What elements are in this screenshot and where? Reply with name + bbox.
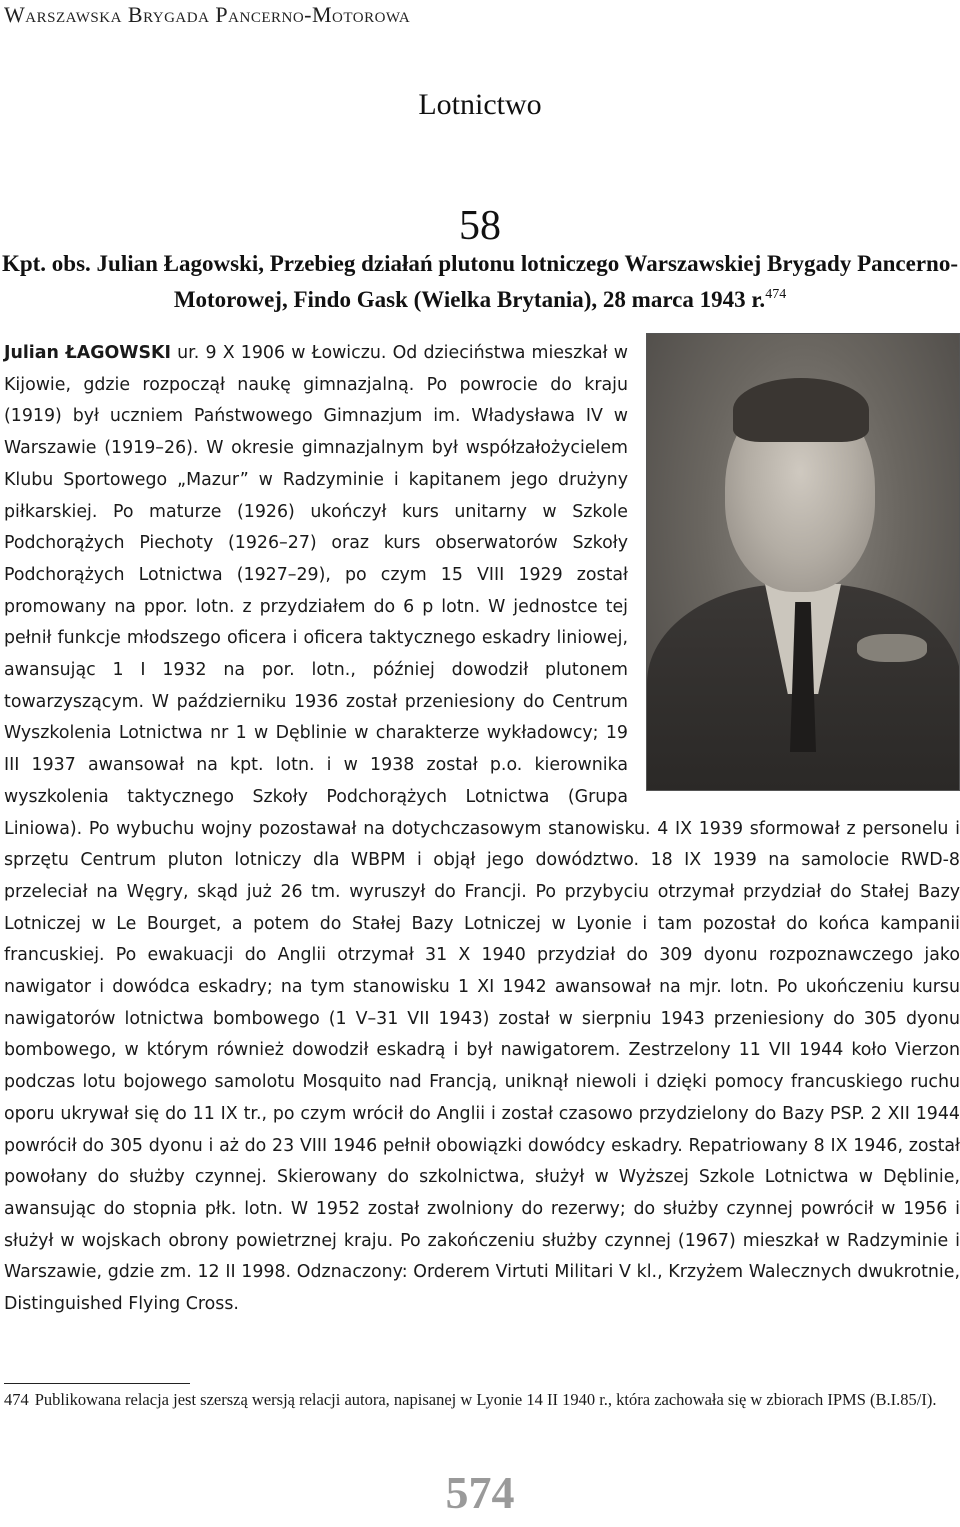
footnote-reference[interactable]: 474 [765,287,787,302]
photo-pilot-badge [857,634,927,662]
footnote-text: Publikowana relacja jest szerszą wersją relacji autora, napisanej w Lyonie 14 II 1940 r., która zachowała się w zbiorach IPMS (B.I.85/I). [34,1390,937,1409]
footnote-number: 474 [4,1390,29,1409]
photo-hair [733,378,869,442]
biography-name: Julian ŁAGOWSKI [4,343,171,363]
biography-paragraph [4,338,960,1321]
biography-text: ur. 9 X 1906 w Łowiczu. Od dzieciństwa mieszkał w Kijowie, gdzie rozpoczął naukę gimnazjalną. Po powrocie do kraju (1919) był uczniem Państwowego Gimnazjum im. Władysława IV w Warszawie (1919–26). W okresie gimnazjalnym był współzałożycielem Klubu Sportowego „Mazur” w Radzyminie i kapitanem jego drużyny piłkarskiej. Po maturze (1926) ukończył kurs unitarny w Szkole Podchorążych Piechoty (1926–27) oraz kurs obserwatorów Szkoły Podchorążych Lotnictwa (1927–29), po czym 15 VIII 1929 został promowany na ppor. lotn. z przydziałem do 6 p lotn. W jednostce tej pełnił funkcje młodszego oficera i oficera taktycznego eskadry liniowej, awansując 1 I 1932 na por. lotn., później dowodził plutonem towarzyszącym. W październiku 1936 został przeniesiony do Centrum Wyszkolenia Lotnictwa nr 1 w Dęblinie w charakterze wykładowcy; 19 III 1937 awansował na kpt. lotn. i w 1938 został p.o. kierownika wyszkolenia taktycznego Szkoły Podchorążych Lotnictwa (Grupa Liniowa). Po wybuchu wojny pozostawał na dotychczasowym stanowisku. 4 IX 1939 sformował z personelu i sprzętu Centrum pluton lotniczy dla WBPM i objął jego dowództwo. 18 IX 1939 na samolocie RWD-8 przeleciał na Węgry, skąd już 26 tm. wyruszył do Francji. Po przybyciu otrzymał przydział do Stałej Bazy Lotniczej w Le Bourget, a potem do Stałej Bazy Lotniczej w Lyonie i tam pozostał do końca kampanii francuskiej. Po ewakuacji do Anglii otrzymał 31 X 1940 przydział do 309 dyonu rozpoznawczego jako nawigator i dowódca eskadry; na tym stanowisku 1 XI 1942 awansował na mjr. lotn. Po ukończeniu kursu nawigatorów lotnictwa bombowego (1 V–31 VII 1943) został w sierpniu 1943 przeniesiony do 305 dyonu bombowego, w którym również dowodził eskadrą i był nawigatorem. Zestrzelony 11 VII 1944 koło Vierzon podczas lotu bojowego samolotu Mosquito nad Francją, uniknął niewoli i dzięki pomocy francuskiego ruchu oporu ukrywał się do 11 IX tr., po czym wrócił do Anglii i został czasowo przydzielony do Bazy PSP. 2 XII 1944 powrócił do 305 dyonu i aż do 23 VIII 1946 pełnił obowiązki dowódcy eskadry. Repatriowany 8 IX 1946, został powołany do służby czynnej. Skierowany do szkolnictwa, służył w Wyższej Szkole Lotnictwa w Dęblinie, awansując do stopnia płk. lotn. W 1952 został zwolniony do rezerwy; do służby czynnej powrócił w 1956 i służył w wojskach obrony powietrznej kraju. Po zakończeniu służby czynnej (1967) mieszkał w Radzyminie i Warszawie, gdzie zm. 12 II 1998. Odznaczony: Orderem Virtuti Militari V kl., Krzyżem Walecznych dwukrotnie, Distinguished Flying Cross. [4,343,960,1315]
document-title [0,248,960,315]
running-header: Warszawska Brygada Pancerno-Motorowa [4,2,411,27]
section-title: Lotnictwo [418,88,542,121]
footnote-divider [4,1383,190,1384]
portrait-photo [646,333,960,791]
page-number: 574 [445,1467,515,1518]
document-number: 58 [459,203,501,249]
footnote [4,1388,960,1412]
document-title-text: Kpt. obs. Julian Łagowski, Przebieg działań plutonu lotniczego Warszawskiej Brygady Pancerno-Motorowej, Findo Gask (Wielka Brytania), 28 marca 1943 r. [1,251,959,312]
